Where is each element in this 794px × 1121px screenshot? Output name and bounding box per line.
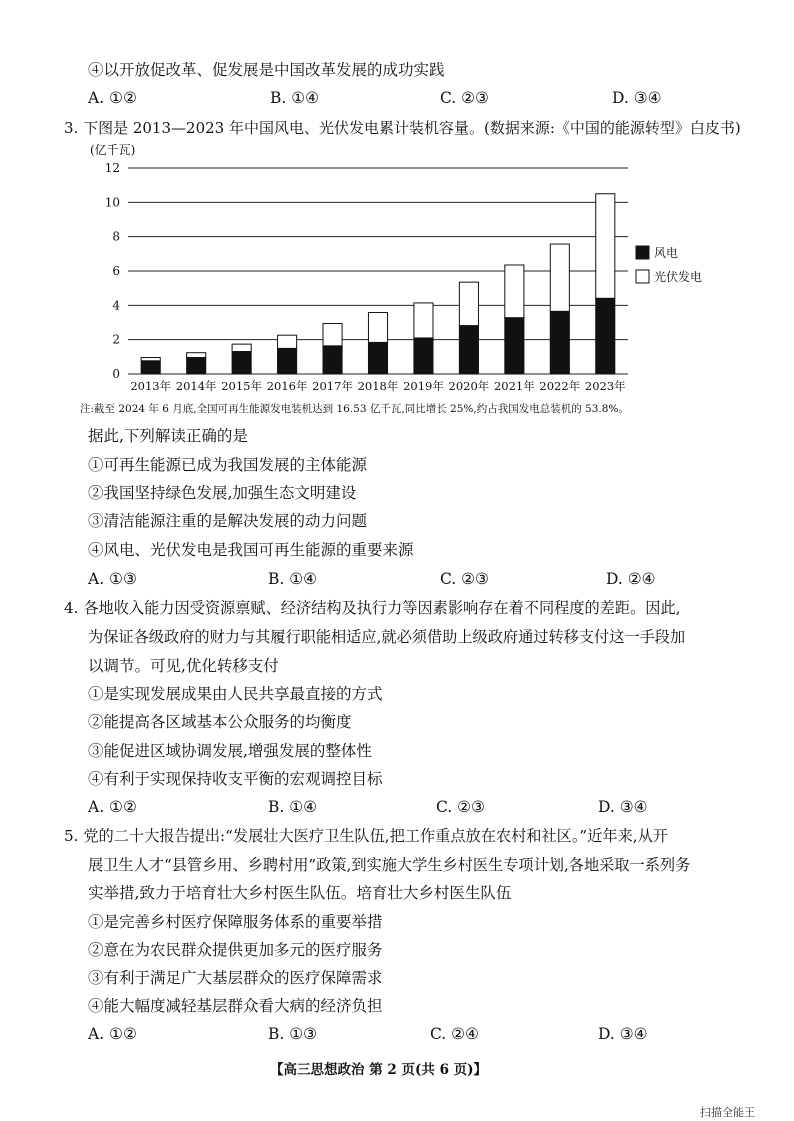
- y-tick-label-0: 0: [112, 367, 120, 381]
- q3-item-3: ③清洁能源注重的是解决发展的动力问题: [88, 512, 368, 530]
- y-tick-label-2: 4: [112, 298, 120, 313]
- q3-option-a: A. ①③: [88, 570, 137, 588]
- q5-stem-line-2: 展卫生人才“县管乡用、乡聘村用”政策,到实施大学生乡村医生专项计划,各地采取一系列务: [88, 856, 691, 874]
- x-tick-label-2: 2015年: [221, 379, 263, 393]
- q5-option-a: A. ①②: [88, 1025, 137, 1043]
- q3-option-d: D. ②④: [606, 570, 656, 588]
- bar-wind-0: [141, 361, 160, 374]
- bar-wind-1: [187, 358, 206, 374]
- bar-solar-9: [550, 244, 569, 311]
- capacity-chart: [80, 140, 720, 400]
- chart-bars: [141, 194, 615, 374]
- bar-wind-2: [232, 352, 251, 374]
- x-tick-label-3: 2016年: [266, 379, 308, 393]
- scanner-watermark: 扫描全能王: [700, 1106, 755, 1119]
- bar-solar-7: [459, 282, 478, 325]
- q2-option-b: B. ①④: [270, 89, 320, 107]
- legend-label-1: 光伏发电: [654, 270, 703, 284]
- chart-legend: [636, 245, 702, 284]
- x-tick-label-8: 2021年: [493, 379, 535, 393]
- x-tick-label-9: 2022年: [539, 379, 581, 393]
- q5-option-c: C. ②④: [430, 1025, 479, 1043]
- x-tick-label-6: 2019年: [403, 379, 444, 393]
- q3-stem: 3. 下图是 2013—2023 年中国风电、光伏发电累计装机容量。(数据来源:《中国的能源转型》白皮书): [64, 119, 741, 137]
- q4-item-3: ③能促进区域协调发展,增强发展的整体性: [88, 742, 372, 760]
- q3-lead: 据此,下列解读正确的是: [88, 427, 248, 445]
- chart-y-axis-label: (亿千瓦): [90, 143, 136, 157]
- bar-solar-0: [141, 358, 160, 361]
- q4-option-b: B. ①④: [268, 798, 318, 816]
- q3-option-b: B. ①④: [268, 570, 318, 588]
- y-tick-label-1: 2: [112, 332, 120, 347]
- bar-wind-8: [505, 318, 524, 374]
- q5-option-d: D. ③④: [598, 1025, 648, 1043]
- bar-wind-10: [596, 298, 615, 374]
- q2-option-d: D. ③④: [612, 89, 662, 107]
- x-tick-label-10: 2023年: [584, 379, 626, 393]
- q4-option-d: D. ③④: [598, 798, 648, 816]
- bar-wind-7: [459, 326, 478, 374]
- chart-y-ticks: [105, 161, 121, 381]
- bar-solar-1: [187, 353, 206, 358]
- bar-solar-10: [596, 194, 615, 299]
- chart-x-ticks: [130, 379, 626, 393]
- q5-item-2: ②意在为农民群众提供更加多元的医疗服务: [88, 941, 383, 959]
- q5-item-3: ③有利于满足广大基层群众的医疗保障需求: [88, 969, 383, 987]
- page-footer: 【高三思想政治 第 2 页(共 6 页)】: [270, 1062, 488, 1078]
- q5-option-b: B. ①③: [268, 1025, 318, 1043]
- y-tick-label-3: 6: [112, 264, 120, 278]
- y-tick-label-4: 8: [112, 229, 120, 244]
- bar-wind-9: [550, 311, 569, 374]
- q4-stem-line-1: 4. 各地收入能力因受资源禀赋、经济结构及执行力等因素影响存在着不同程度的差距。因此,: [64, 599, 681, 617]
- q5-item-1: ①是完善乡村医疗保障服务体系的重要举措: [88, 913, 383, 931]
- q5-item-4: ④能大幅度减轻基层群众看大病的经济负担: [88, 997, 383, 1015]
- q5-stem-line-1: 5. 党的二十大报告提出:“发展壮大医疗卫生队伍,把工作重点放在农村和社区。”近年来,从开: [64, 827, 668, 845]
- q2-item-4: ④以开放促改革、促发展是中国改革发展的成功实践: [88, 61, 445, 79]
- bar-wind-3: [278, 348, 297, 374]
- q4-option-a: A. ①②: [88, 798, 137, 816]
- x-tick-label-7: 2020年: [448, 379, 490, 393]
- bar-wind-6: [414, 338, 433, 374]
- x-tick-label-5: 2018年: [357, 379, 399, 393]
- x-tick-label-0: 2013年: [130, 379, 172, 393]
- q4-item-4: ④有利于实现保持收支平衡的宏观调控目标: [88, 770, 383, 788]
- legend-swatch-1: [636, 270, 649, 283]
- x-tick-label-1: 2014年: [175, 379, 217, 393]
- legend-label-0: 风电: [654, 246, 679, 260]
- bar-wind-4: [323, 346, 342, 374]
- y-tick-label-6: 12: [104, 161, 120, 175]
- q4-option-c: C. ②③: [436, 798, 485, 816]
- bar-solar-3: [278, 335, 297, 348]
- q4-item-2: ②能提高各区域基本公众服务的均衡度: [88, 713, 352, 731]
- q3-item-2: ②我国坚持绿色发展,加强生态文明建设: [88, 484, 357, 502]
- bar-solar-5: [368, 313, 387, 343]
- q4-stem-line-2: 为保证各级政府的财力与其履行职能相适应,就必须借助上级政府通过转移支付这一手段加: [88, 628, 686, 646]
- q2-option-c: C. ②③: [440, 89, 489, 107]
- q5-stem-line-3: 实举措,致力于培育壮大乡村医生队伍。培育壮大乡村医生队伍: [88, 884, 512, 902]
- bar-solar-4: [323, 324, 342, 346]
- bar-solar-6: [414, 303, 433, 338]
- bar-wind-5: [368, 342, 387, 374]
- q2-option-a: A. ①②: [88, 89, 137, 107]
- q3-note: 注:截至 2024 年 6 月底,全国可再生能源发电装机达到 16.53 亿千瓦,同比增长 25%,约占我国发电总装机的 53.8%。: [80, 403, 629, 415]
- q4-stem-line-3: 以调节。可见,优化转移支付: [88, 657, 279, 675]
- q3-item-1: ①可再生能源已成为我国发展的主体能源: [88, 456, 368, 474]
- legend-swatch-0: [636, 246, 649, 259]
- x-tick-label-4: 2017年: [312, 379, 353, 393]
- q3-option-c: C. ②③: [440, 570, 489, 588]
- bar-solar-8: [505, 265, 524, 318]
- q4-item-1: ①是实现发展成果由人民共享最直接的方式: [88, 685, 383, 703]
- bar-solar-2: [232, 344, 251, 351]
- y-tick-label-5: 10: [104, 195, 120, 210]
- q3-item-4: ④风电、光伏发电是我国可再生能源的重要来源: [88, 541, 414, 559]
